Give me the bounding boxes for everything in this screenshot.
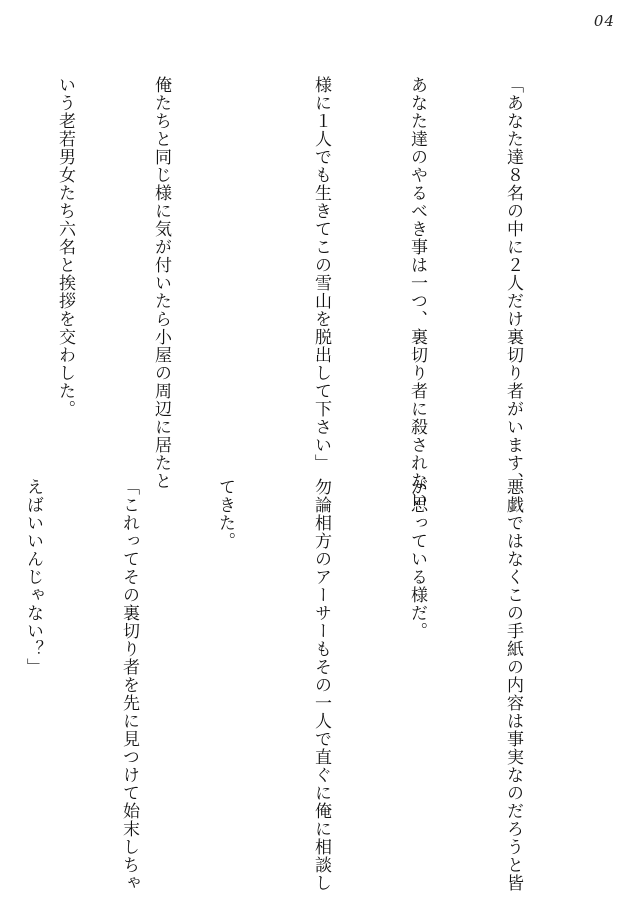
text-column: 「これってその裏切り者を先に見つけて始末しちゃ [119, 478, 139, 892]
text-column: 俺たちと同じ様に気が付いたら小屋の周辺に居たと [151, 76, 171, 490]
text-column: 「あなた達８名の中に２人だけ裏切り者がいます、 [503, 76, 523, 490]
text-column: いう老若男女たち六名と挨拶を交わした。 [55, 76, 75, 418]
text-column: てきた。 [215, 478, 235, 550]
text-column: えばいいんじゃない？」 [23, 478, 43, 676]
text-block-bottom [0, 478, 593, 892]
text-column: が思っている様だ。 [407, 478, 427, 640]
page-number: 04 [593, 12, 615, 30]
text-column: あなた達のやるべき事は一つ、裏切り者に殺されない [407, 76, 427, 508]
text-block-top [0, 76, 593, 508]
text-column: 悪戯ではなくこの手紙の内容は事実なのだろうと皆 [503, 478, 523, 892]
text-column: 様に１人でも生きてこの雪山を脱出して下さい」 [311, 76, 331, 472]
text-column: 勿論相方のアーサーもその一人で直ぐに俺に相談し [311, 478, 331, 892]
